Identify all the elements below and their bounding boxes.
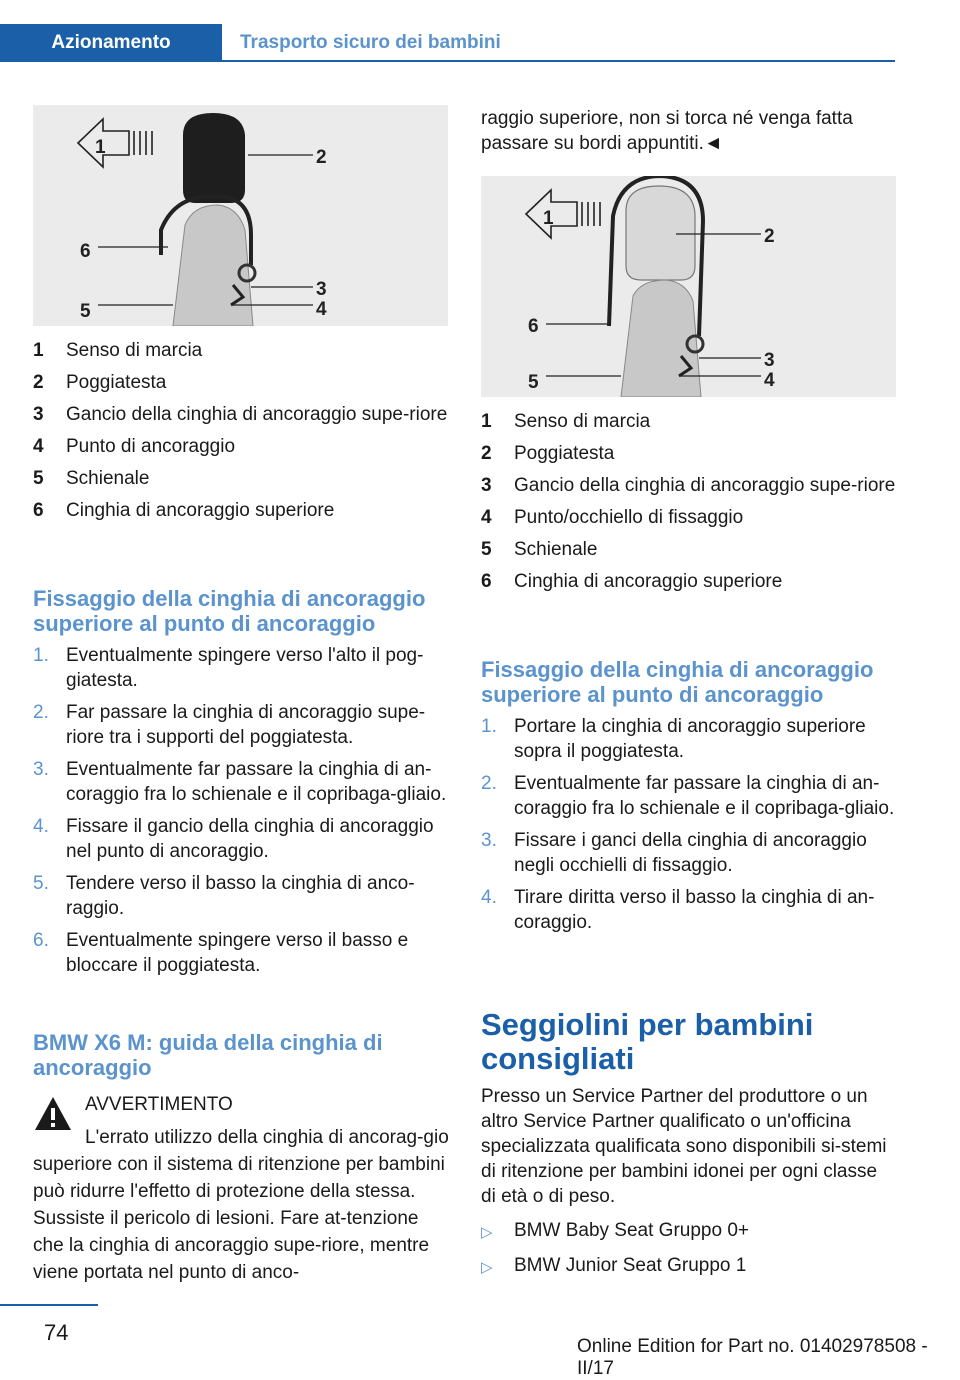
step-number: 3. xyxy=(33,759,49,780)
legend-text: Schienale xyxy=(514,539,598,560)
edition-note: Online Edition for Part no. 01402978508 - II/17 xyxy=(577,1336,928,1379)
figure-label-5: 5 xyxy=(528,372,539,393)
figure-label-6: 6 xyxy=(80,241,91,262)
step-text: Eventualmente far passare la cinghia di an-coraggio fra lo schienale e il copribaga-gliaio. xyxy=(66,759,447,805)
step-item xyxy=(33,700,448,750)
legend-item xyxy=(481,569,896,594)
legend-text: Poggiatesta xyxy=(514,443,615,464)
legend-text: Gancio della cinghia di ancoraggio supe-riore xyxy=(66,404,448,425)
step-text: Tirare diritta verso il basso la cinghia di an-coraggio. xyxy=(514,887,875,933)
step-item xyxy=(481,714,896,764)
section-tab[interactable]: Azionamento xyxy=(0,24,222,62)
legend-item xyxy=(33,466,448,491)
chapter-tab[interactable]: Trasporto sicuro dei bambini xyxy=(240,32,501,53)
figure-legend-right xyxy=(481,409,896,601)
figure-label-3: 3 xyxy=(316,279,327,300)
continued-paragraph: raggio superiore, non si torca né venga fatta passare su bordi appuntiti.◄ xyxy=(481,108,853,154)
legend-item xyxy=(33,434,448,459)
step-number: 2. xyxy=(481,773,497,794)
legend-number: 2 xyxy=(481,443,492,464)
step-item xyxy=(481,828,896,878)
legend-text: Punto di ancoraggio xyxy=(66,436,236,457)
step-item xyxy=(33,871,448,921)
step-list-left xyxy=(33,643,448,985)
step-text: Eventualmente spingere verso l'alto il pog-giatesta. xyxy=(66,645,424,691)
step-text: Eventualmente spingere verso il basso e bloccare il poggiatesta. xyxy=(66,930,409,976)
step-number: 4. xyxy=(481,887,497,908)
figure-label-1: 1 xyxy=(95,137,106,158)
legend-number: 4 xyxy=(33,436,44,457)
figure-label-4: 4 xyxy=(316,299,327,320)
figure-label-5: 5 xyxy=(80,301,91,322)
step-text: Portare la cinghia di ancoraggio superiore sopra il poggiatesta. xyxy=(514,716,866,762)
legend-item xyxy=(33,498,448,523)
legend-number: 6 xyxy=(481,571,492,592)
warning-title: AVVERTIMENTO xyxy=(85,1094,233,1115)
figure-label-4: 4 xyxy=(764,370,775,391)
triangle-bullet-icon: ▷ xyxy=(481,1224,493,1241)
legend-number: 5 xyxy=(481,539,492,560)
figure-label-2: 2 xyxy=(316,147,327,168)
figure-label-2: 2 xyxy=(764,226,775,247)
recommended-seats-list xyxy=(481,1218,896,1288)
step-item xyxy=(33,928,448,978)
headrest-illustration-left xyxy=(33,105,448,326)
figure-label-3: 3 xyxy=(764,350,775,371)
figure-label-1: 1 xyxy=(543,208,554,229)
legend-number: 3 xyxy=(33,404,44,425)
legend-number: 5 xyxy=(33,468,44,489)
section-title: Seggiolini per bambini consigliati xyxy=(481,1007,814,1076)
step-number: 1. xyxy=(33,645,49,666)
list-item-text: BMW Baby Seat Gruppo 0+ xyxy=(514,1220,749,1241)
step-item xyxy=(33,757,448,807)
legend-number: 3 xyxy=(481,475,492,496)
figure-legend-left xyxy=(33,338,448,530)
step-text: Far passare la cinghia di ancoraggio supe-riore tra i supporti del poggiatesta. xyxy=(66,702,426,748)
step-text: Tendere verso il basso la cinghia di anco-raggio. xyxy=(66,873,415,919)
legend-number: 6 xyxy=(33,500,44,521)
legend-text: Senso di marcia xyxy=(66,340,203,361)
legend-item xyxy=(481,537,896,562)
list-item-text: BMW Junior Seat Gruppo 1 xyxy=(514,1255,747,1276)
step-number: 6. xyxy=(33,930,49,951)
legend-number: 4 xyxy=(481,507,492,528)
step-item xyxy=(33,814,448,864)
legend-text: Punto/occhiello di fissaggio xyxy=(514,507,744,528)
legend-text: Schienale xyxy=(66,468,150,489)
figure-label-6: 6 xyxy=(528,316,539,337)
step-item xyxy=(33,643,448,693)
legend-item xyxy=(481,505,896,530)
footer-divider xyxy=(0,1304,98,1306)
step-item xyxy=(481,771,896,821)
step-text: Fissare il gancio della cinghia di ancoraggio nel punto di ancoraggio. xyxy=(66,816,434,862)
legend-text: Cinghia di ancoraggio superiore xyxy=(66,500,335,521)
triangle-bullet-icon: ▷ xyxy=(481,1259,493,1276)
step-number: 3. xyxy=(481,830,497,851)
page-number: 74 xyxy=(44,1320,69,1345)
legend-text: Cinghia di ancoraggio superiore xyxy=(514,571,783,592)
legend-text: Poggiatesta xyxy=(66,372,167,393)
legend-text: Senso di marcia xyxy=(514,411,651,432)
step-number: 5. xyxy=(33,873,49,894)
step-item xyxy=(481,885,896,935)
legend-text: Gancio della cinghia di ancoraggio supe-riore xyxy=(514,475,896,496)
step-text: Fissare i ganci della cinghia di ancoraggio negli occhielli di fissaggio. xyxy=(514,830,867,876)
section-heading: BMW X6 M: guida della cinghia di ancoraggio xyxy=(33,1030,383,1080)
section-intro: Presso un Service Partner del produttore o un altro Service Partner qualificato o un'officina specializzata qualificata sono disponibili si-stemi di ritenzione per bambini idonei per ogni classe di età o di peso. xyxy=(481,1086,887,1207)
step-number: 1. xyxy=(481,716,497,737)
legend-item xyxy=(33,338,448,363)
legend-number: 1 xyxy=(33,340,44,361)
legend-item xyxy=(33,370,448,395)
legend-number: 2 xyxy=(33,372,44,393)
list-item xyxy=(481,1218,896,1245)
legend-item xyxy=(33,402,448,427)
step-number: 2. xyxy=(33,702,49,723)
step-list-right xyxy=(481,714,896,942)
section-heading: Fissaggio della cinghia di ancoraggio superiore al punto di ancoraggio xyxy=(481,657,874,707)
section-heading: Fissaggio della cinghia di ancoraggio superiore al punto di ancoraggio xyxy=(33,586,426,636)
legend-item xyxy=(481,473,896,498)
step-number: 4. xyxy=(33,816,49,837)
list-item xyxy=(481,1253,896,1280)
step-text: Eventualmente far passare la cinghia di an-coraggio fra lo schienale e il copribaga-gliaio. xyxy=(514,773,895,819)
legend-number: 1 xyxy=(481,411,492,432)
legend-item xyxy=(481,409,896,434)
warning-body: L'errato utilizzo della cinghia di ancorag-gio superiore con il sistema di ritenzione per bambini può ridurre l'effetto di protezione della stessa. Sussiste il pericolo di lesioni. Fare at-tenzione che la cinghia di ancoraggio supe-riore, mentre viene portata nel punto di anco- xyxy=(33,1127,449,1283)
legend-item xyxy=(481,441,896,466)
headrest-illustration-right xyxy=(481,176,896,397)
header-divider xyxy=(0,60,895,62)
